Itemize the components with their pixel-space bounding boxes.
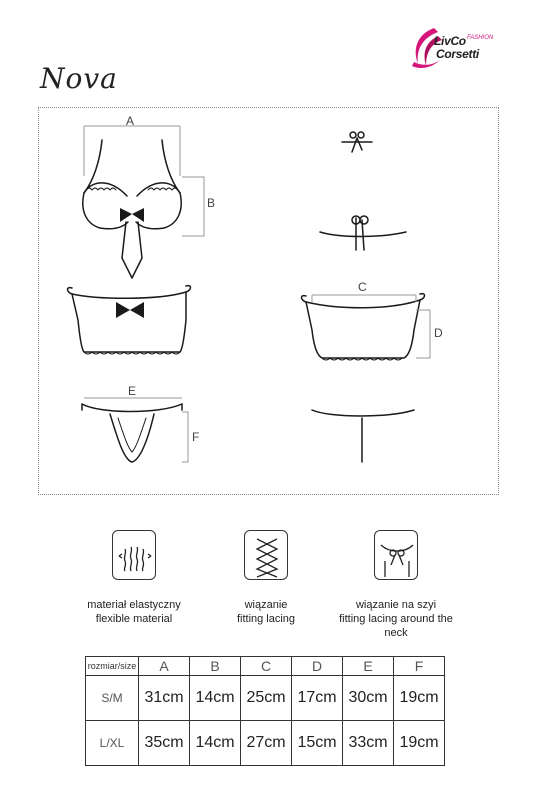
table-row [86, 721, 445, 766]
dimension-label-a: A [126, 114, 135, 128]
thong-back-drawing [312, 410, 414, 462]
size-cell: 17cm [292, 676, 343, 721]
size-row-label: S/M [86, 676, 139, 721]
size-cell: 19cm [394, 676, 445, 721]
dimension-a-guide [84, 126, 180, 176]
size-cell: 30cm [343, 676, 394, 721]
dimension-b-guide [182, 177, 204, 236]
bra-back-drawing [320, 132, 406, 250]
size-cell: 14cm [190, 721, 241, 766]
table-row [86, 676, 445, 721]
feature-neck-lacing [321, 530, 471, 640]
feature-flexible-material [59, 530, 209, 626]
dimension-label-d: D [434, 326, 443, 340]
feature-label-pl: materiał elastyczny [87, 599, 181, 611]
size-cell: 33cm [343, 721, 394, 766]
size-cell: 27cm [241, 721, 292, 766]
feature-fitting-lacing [191, 530, 341, 626]
product-title: Nova [40, 62, 118, 95]
bra-front-drawing [83, 140, 181, 278]
size-cell: 31cm [139, 676, 190, 721]
dimension-label-b: B [207, 196, 216, 210]
lacing-icon [244, 530, 288, 580]
feature-label-pl: wiązanie [244, 599, 288, 611]
skirt-front-drawing [68, 286, 191, 354]
dimension-label-c: C [358, 280, 367, 294]
brand-fashion-tag: FASHION [467, 35, 494, 41]
feature-label-pl: wiązanie na szyi [355, 599, 437, 611]
size-table-column-header: A [139, 657, 190, 676]
size-cell: 14cm [190, 676, 241, 721]
size-table-header-row [86, 657, 445, 676]
size-cell: 35cm [139, 721, 190, 766]
size-table-corner-label: rozmiar/size [86, 657, 139, 676]
dimension-label-e: E [128, 384, 137, 398]
dimension-c-guide [312, 295, 416, 302]
skirt-back-drawing [302, 294, 425, 360]
brand-name-bottom: Corsetti [436, 47, 479, 61]
feature-label-en: fitting lacing [236, 613, 296, 625]
feature-label-en: flexible material [95, 613, 173, 625]
size-table-column-header: D [292, 657, 343, 676]
size-table-column-header: C [241, 657, 292, 676]
thong-front-drawing [82, 404, 182, 462]
brand-name-top: LivCo [434, 34, 466, 48]
size-cell: 15cm [292, 721, 343, 766]
size-row-label: L/XL [86, 721, 139, 766]
feature-label-en: fitting lacing around the neck [339, 613, 453, 639]
size-table-column-header: E [343, 657, 394, 676]
size-table [85, 656, 445, 766]
size-cell: 25cm [241, 676, 292, 721]
size-table-column-header: B [190, 657, 241, 676]
neck-tie-icon [374, 530, 418, 580]
dimension-f-guide [182, 412, 188, 462]
size-table-column-header: F [394, 657, 445, 676]
stretch-waves-icon [112, 530, 156, 580]
dimension-d-guide [416, 310, 430, 358]
size-cell: 19cm [394, 721, 445, 766]
dimension-label-f: F [192, 430, 200, 444]
